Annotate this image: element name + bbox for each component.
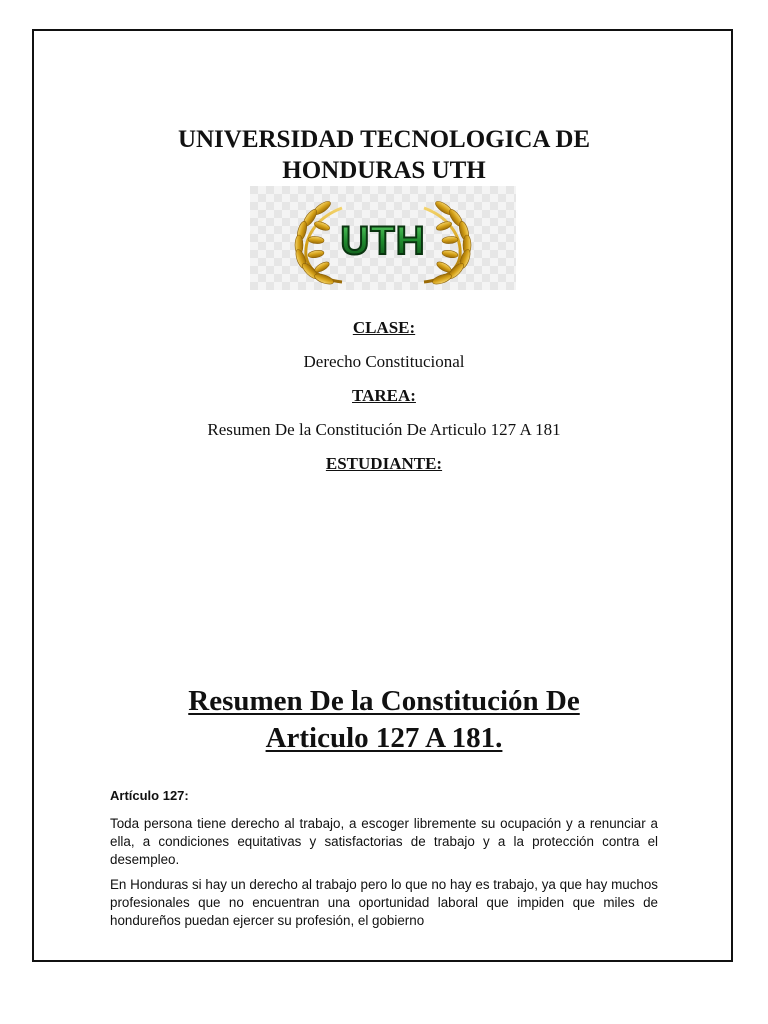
document-title — [0, 683, 768, 757]
logo-text: UTH — [340, 219, 426, 263]
clase-label: CLASE: — [352, 318, 416, 337]
university-title-line-1: UNIVERSIDAD TECNOLOGICA DE — [177, 126, 591, 153]
paragraph-2: En Honduras si hay un derecho al trabajo pero lo que no hay es trabajo, ya que hay muchos profesionales que no encuentran una oportunidad laboral que impiden que miles de hondureños puedan ejercer su profesión, el gobierno — [110, 877, 658, 928]
tarea-value: Resumen De la Constitución De Articulo 127 A 181 — [207, 420, 561, 439]
estudiante-label: ESTUDIANTE: — [325, 454, 443, 473]
document-title-line-1: Resumen De la Constitución De — [188, 685, 580, 717]
clase-value: Derecho Constitucional — [303, 352, 465, 371]
document-title-line-2: Articulo 127 A 181. — [265, 722, 503, 754]
paragraph-2-clip — [110, 876, 658, 930]
uth-logo — [250, 186, 516, 290]
paragraph-1: Toda persona tiene derecho al trabajo, a escoger libremente su ocupación y a renunciar a ella, a condiciones equitativas y satisfactorias de trabajo y a la protección contra el desempleo. — [110, 816, 658, 867]
article-heading: Artículo 127: — [110, 788, 189, 803]
university-title — [0, 124, 768, 186]
university-title-line-2: HONDURAS UTH — [282, 157, 486, 184]
tarea-label: TAREA: — [352, 386, 416, 405]
